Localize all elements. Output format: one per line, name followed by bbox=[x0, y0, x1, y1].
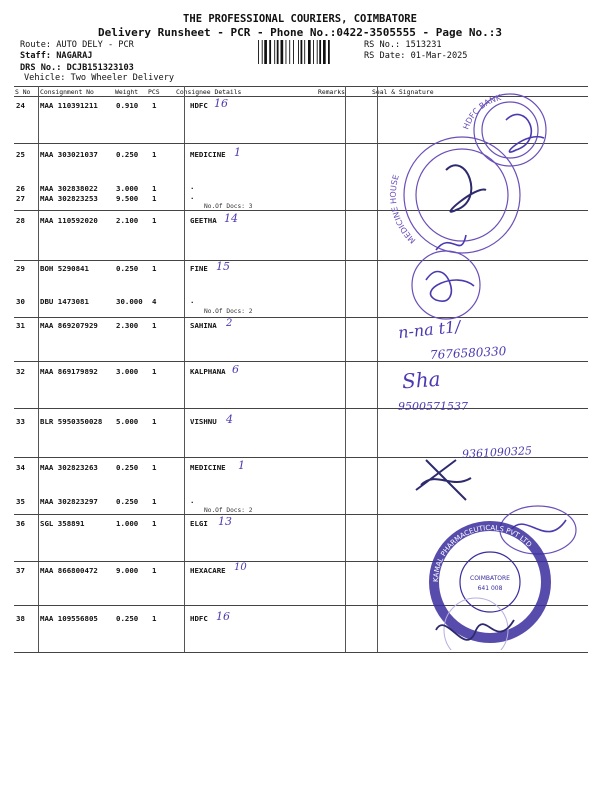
row-consignment: MAA 302823297 bbox=[40, 497, 98, 506]
barcode bbox=[258, 40, 354, 64]
row-pcs: 1 bbox=[152, 566, 157, 575]
row-consignee: FINE bbox=[190, 264, 208, 273]
row-consignee: . bbox=[190, 296, 195, 305]
svg-text:HDFC BANK: HDFC BANK bbox=[461, 93, 503, 131]
row-consignee: HDFC bbox=[190, 614, 208, 623]
col-remarks: Remarks bbox=[318, 88, 345, 96]
row-pcs: 1 bbox=[152, 184, 157, 193]
col-seal: Seal & Signature bbox=[372, 88, 434, 96]
barcode-bar bbox=[319, 40, 321, 64]
row-weight: 2.100 bbox=[116, 216, 139, 225]
fine-signature bbox=[412, 251, 480, 319]
row-weight: 9.000 bbox=[116, 566, 139, 575]
row-consignee: MEDICINE bbox=[190, 463, 226, 472]
row-sno: 38 bbox=[16, 614, 25, 623]
row-pcs: 1 bbox=[152, 264, 157, 273]
svg-text:641 008: 641 008 bbox=[477, 585, 503, 592]
row-consignment: MAA 302823263 bbox=[40, 463, 98, 472]
row-sno: 26 bbox=[16, 184, 25, 193]
row-pcs: 1 bbox=[152, 497, 157, 506]
row-handwritten-number: 10 bbox=[234, 562, 247, 573]
row-handwritten-number: 14 bbox=[224, 212, 238, 225]
row-pcs: 1 bbox=[152, 614, 157, 623]
row-weight: 0.250 bbox=[116, 463, 139, 472]
row-handwritten-number: 15 bbox=[216, 260, 230, 273]
col-sno: S No bbox=[15, 88, 31, 96]
barcode-bar bbox=[262, 40, 263, 64]
col-consignment: Consignment No bbox=[40, 88, 94, 96]
drs-number: DRS No.: DCJB151323103 bbox=[20, 63, 134, 73]
col-rule bbox=[38, 86, 39, 652]
barcode-bar bbox=[317, 40, 318, 64]
barcode-bar bbox=[313, 40, 314, 64]
svg-text:KAMAL PHARMACEUTICALS PVT LTD: KAMAL PHARMACEUTICALS PVT LTD bbox=[431, 523, 534, 583]
table-bottom-rule bbox=[14, 652, 588, 653]
row-sno: 31 bbox=[16, 321, 25, 330]
docs-count: No.Of Docs: 3 bbox=[204, 203, 253, 210]
row-sno: 30 bbox=[16, 297, 25, 306]
rs-date: RS Date: 01-Mar-2025 bbox=[364, 51, 468, 61]
table-top-rule bbox=[14, 86, 588, 87]
row-sno: 32 bbox=[16, 367, 25, 376]
row-pcs: 4 bbox=[152, 297, 157, 306]
col-pcs: PCS bbox=[148, 88, 160, 96]
row-consignee: ELGI bbox=[190, 519, 208, 528]
row-sno: 28 bbox=[16, 216, 25, 225]
barcode-bar bbox=[308, 40, 311, 64]
svg-text:COIMBATORE: COIMBATORE bbox=[470, 575, 510, 582]
row-pcs: 1 bbox=[152, 519, 157, 528]
row-pcs: 1 bbox=[152, 417, 157, 426]
row-pcs: 1 bbox=[152, 101, 157, 110]
row-consignee: MEDICINE bbox=[190, 150, 226, 159]
row-weight: 3.000 bbox=[116, 184, 139, 193]
row-weight: 9.500 bbox=[116, 194, 139, 203]
row-consignee: SAHINA bbox=[190, 321, 217, 330]
col-rule bbox=[184, 86, 185, 652]
row-consignment: MAA 110592020 bbox=[40, 216, 98, 225]
handwritten-name-32: Sha bbox=[401, 366, 442, 394]
row-handwritten-number: 1 bbox=[234, 146, 241, 159]
barcode-bar bbox=[289, 40, 290, 64]
row-consignment: MAA 866800472 bbox=[40, 566, 98, 575]
col-consignee: Consignee Details bbox=[176, 88, 242, 96]
barcode-bar bbox=[286, 40, 287, 64]
barcode-bar bbox=[281, 40, 284, 64]
row-weight: 30.000 bbox=[116, 297, 143, 306]
handwritten-phone-31: 7676580330 bbox=[429, 344, 507, 362]
route: Route: AUTO DELY - PCR bbox=[20, 40, 134, 50]
row-handwritten-number: 1 bbox=[238, 459, 245, 472]
svg-text:MEDICINE HOUSE: MEDICINE HOUSE bbox=[388, 173, 418, 246]
row-consignee: VISHNU bbox=[190, 417, 217, 426]
docs-count: No.Of Docs: 2 bbox=[204, 308, 253, 315]
kamal-pharma-stamp bbox=[432, 524, 546, 638]
row-consignment: MAA 302838022 bbox=[40, 184, 98, 193]
row-consignment: MAA 302823253 bbox=[40, 194, 98, 203]
row-handwritten-number: 16 bbox=[216, 610, 230, 623]
row-consignee: HEXACARE bbox=[190, 566, 226, 575]
row-pcs: 1 bbox=[152, 463, 157, 472]
row-pcs: 1 bbox=[152, 194, 157, 203]
row-weight: 0.250 bbox=[116, 150, 139, 159]
barcode-bar bbox=[328, 40, 330, 64]
row-sno: 37 bbox=[16, 566, 25, 575]
row-weight: 0.250 bbox=[116, 497, 139, 506]
row-pcs: 1 bbox=[152, 367, 157, 376]
row-sno: 29 bbox=[16, 264, 25, 273]
row-sno: 25 bbox=[16, 150, 25, 159]
barcode-bar bbox=[277, 40, 279, 64]
row-pcs: 1 bbox=[152, 150, 157, 159]
row-handwritten-number: 13 bbox=[218, 515, 232, 528]
row-sno: 35 bbox=[16, 497, 25, 506]
row-sno: 36 bbox=[16, 519, 25, 528]
row-weight: 2.300 bbox=[116, 321, 139, 330]
row-consignment: MAA 869207929 bbox=[40, 321, 98, 330]
medicine-signature-34 bbox=[416, 460, 471, 500]
row-consignment: SGL 358891 bbox=[40, 519, 85, 528]
row-consignee: . bbox=[190, 192, 195, 201]
row-handwritten-number: 6 bbox=[232, 363, 239, 376]
row-consignment: MAA 869179892 bbox=[40, 367, 98, 376]
handwritten-phone-32: 9500571537 bbox=[398, 400, 468, 413]
row-consignment: MAA 303021037 bbox=[40, 150, 98, 159]
row-pcs: 1 bbox=[152, 321, 157, 330]
handwritten-name-31: n-na t1/ bbox=[397, 316, 462, 343]
row-consignee: . bbox=[190, 182, 195, 191]
row-sno: 24 bbox=[16, 101, 25, 110]
barcode-bar bbox=[304, 40, 305, 64]
handwritten-phone-33: 9361090325 bbox=[461, 444, 533, 461]
barcode-bar bbox=[269, 40, 271, 64]
barcode-bar bbox=[293, 40, 294, 64]
row-consignment: MAA 109556805 bbox=[40, 614, 98, 623]
barcode-bar bbox=[258, 40, 259, 64]
row-consignee: . bbox=[190, 496, 195, 505]
col-weight: Weight bbox=[115, 88, 139, 96]
row-sno: 27 bbox=[16, 194, 25, 203]
row-weight: 0.250 bbox=[116, 264, 139, 273]
medicine-house-stamp bbox=[389, 137, 520, 253]
col-rule bbox=[345, 86, 346, 652]
row-handwritten-number: 16 bbox=[214, 97, 228, 110]
row-consignee: HDFC bbox=[190, 101, 208, 110]
row-sno: 33 bbox=[16, 417, 25, 426]
row-weight: 0.910 bbox=[116, 101, 139, 110]
row-consignment: BOH 5290841 bbox=[40, 264, 89, 273]
row-weight: 1.000 bbox=[116, 519, 139, 528]
company-name: THE PROFESSIONAL COURIERS, COIMBATORE bbox=[183, 13, 417, 25]
row-handwritten-number: 2 bbox=[226, 318, 233, 329]
vehicle: Vehicle: Two Wheeler Delivery bbox=[24, 73, 175, 83]
barcode-bar bbox=[323, 40, 326, 64]
barcode-bar bbox=[264, 40, 267, 64]
row-weight: 5.000 bbox=[116, 417, 139, 426]
staff: Staff: NAGARAJ bbox=[20, 51, 93, 61]
row-consignee: KALPHANA bbox=[190, 367, 226, 376]
row-pcs: 1 bbox=[152, 216, 157, 225]
row-weight: 0.250 bbox=[116, 614, 139, 623]
row-sno: 34 bbox=[16, 463, 25, 472]
docs-count: No.Of Docs: 2 bbox=[204, 507, 253, 514]
seals-and-signatures bbox=[376, 90, 600, 650]
row-consignee: GEETHA bbox=[190, 216, 217, 225]
row-handwritten-number: 4 bbox=[226, 413, 233, 426]
barcode-bar bbox=[298, 40, 299, 64]
runsheet-title: Delivery Runsheet - PCR - Phone No.:0422-3505555 - Page No.:3 bbox=[98, 26, 502, 39]
row-weight: 3.000 bbox=[116, 367, 139, 376]
row-consignment: DBU 1473081 bbox=[40, 297, 89, 306]
row-consignment: BLR 5950350028 bbox=[40, 417, 103, 426]
barcode-bar bbox=[301, 40, 303, 64]
barcode-bar bbox=[274, 40, 275, 64]
row-consignment: MAA 110391211 bbox=[40, 101, 98, 110]
rs-number: RS No.: 1513231 bbox=[364, 40, 442, 50]
